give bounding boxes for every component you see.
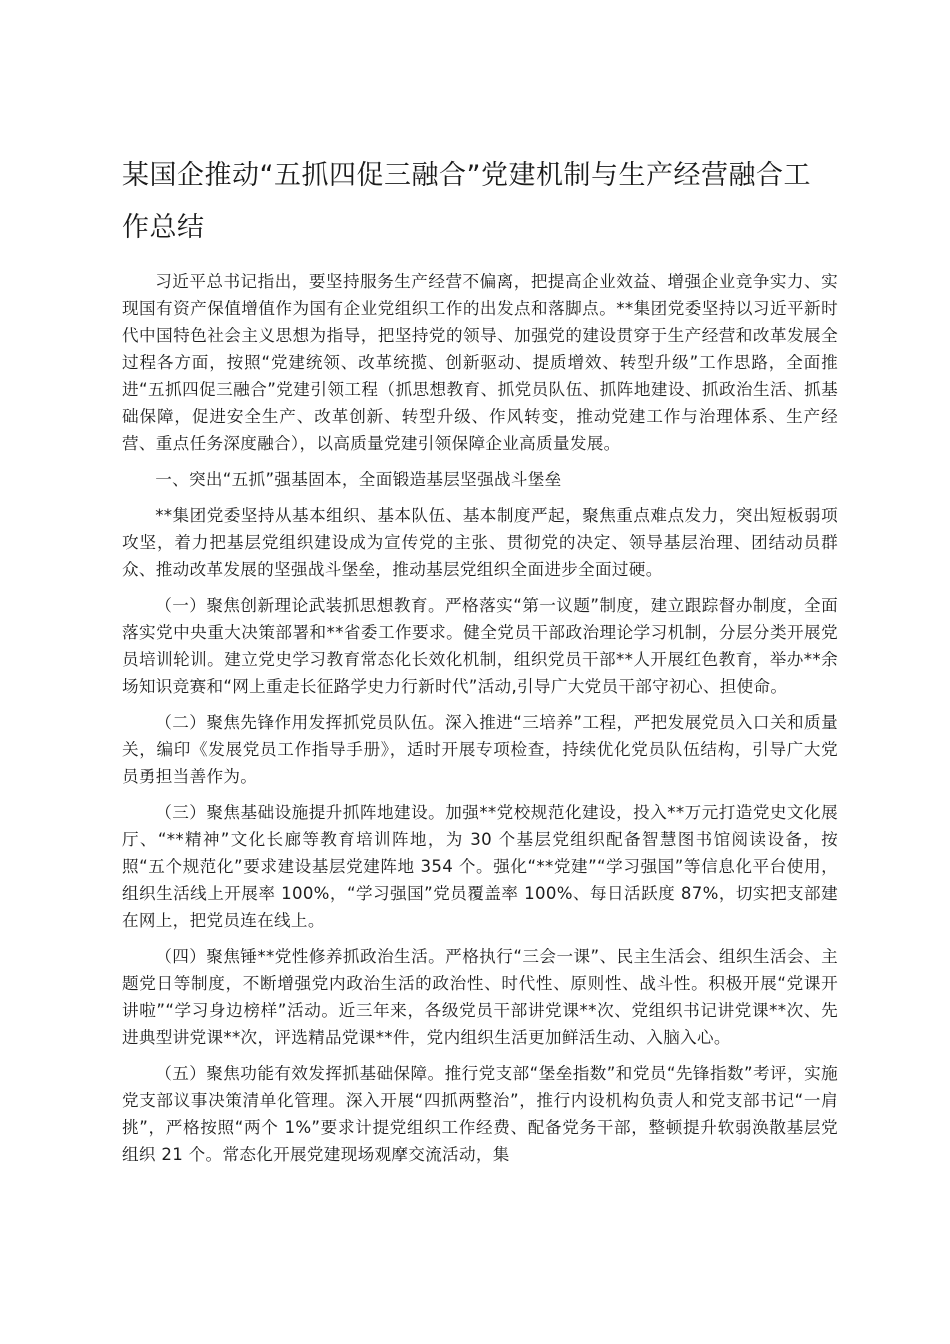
document-page bbox=[122, 150, 838, 1177]
subsection-1 bbox=[122, 592, 838, 700]
subsection-heading: （二）聚焦先锋作用发挥抓党员队伍。 bbox=[155, 713, 445, 732]
subsection-3 bbox=[122, 799, 838, 934]
section-heading: 一、突出“五抓”强基固本，全面锻造基层坚强战斗堡垒 bbox=[155, 470, 562, 489]
subsection-4 bbox=[122, 943, 838, 1051]
subsection-heading: （五）聚焦功能有效发挥抓基础保障。 bbox=[155, 1064, 445, 1083]
subsection-heading: （三）聚焦基础设施提升抓阵地建设。 bbox=[155, 803, 446, 822]
section-intro-paragraph: **集团党委坚持从基本组织、基本队伍、基本制度严起，聚焦重点难点发力，突出短板弱项攻坚，着力把基层党组织建设成为宣传党的主张、贯彻党的决定、领导基层治理、团结动员群众、推动改革发展的坚强战斗堡垒，推动基层党组织全面进步全面过硬。 bbox=[122, 506, 838, 579]
subsection-heading: （一）聚焦创新理论武装抓思想教育。 bbox=[155, 596, 445, 615]
subsection-body: 深入推进“三培养”工程，严把发展党员入口关和质量关，编印《发展党员工作指导手册》，适时开展专项检查，持续优化党员队伍结构，引导广大党员勇担当善作为。 bbox=[122, 713, 838, 786]
subsection-body: 推行党支部“堡垒指数”和党员“先锋指数”考评，实施党支部议事决策清单化管理。深入开展“四抓两整治”，推行内设机构负责人和党支部书记“一肩挑”，严格按照“两个 1%”要求计提党组织工作经费、配备党务干部，整顿提升软弱涣散基层党组织 21 个。常态化开展党建现场观摩交流活动，集 bbox=[122, 1064, 838, 1164]
subsection-2 bbox=[122, 709, 838, 790]
intro-paragraph: 习近平总书记指出，要坚持服务生产经营不偏离，把提高企业效益、增强企业竞争实力、实现国有资产保值增值作为国有企业党组织工作的出发点和落脚点。**集团党委坚持以习近平新时代中国特色社会主义思想为指导，把坚持党的领导、加强党的建设贯穿于生产经营和改革发展全过程各方面，按照“党建统领、改革统揽、创新驱动、提质增效、转型升级”工作思路，全面推进“五抓四促三融合”党建引领工程（抓思想教育、抓党员队伍、抓阵地建设、抓政治生活、抓基础保障，促进安全生产、改革创新、转型升级、作风转变，推动党建工作与治理体系、生产经营、重点任务深度融合），以高质量党建引领保障企业高质量发展。 bbox=[122, 272, 838, 453]
document-title: 某国企推动“五抓四促三融合”党建机制与生产经营融合工作总结 bbox=[122, 160, 811, 243]
subsection-5 bbox=[122, 1060, 838, 1168]
subsection-heading: （四）聚焦锤**党性修养抓政治生活。 bbox=[155, 947, 446, 966]
subsection-body: 严格执行“三会一课”、民主生活会、组织生活会、主题党日等制度，不断增强党内政治生活的政治性、时代性、原则性、战斗性。积极开展“党课开讲啦”“学习身边榜样”活动。近三年来，各级党员干部讲党课**次、党组织书记讲党课**次、先进典型讲党课**次，评选精品党课**件，党内组织生活更加鲜活生动、入脑入心。 bbox=[122, 947, 838, 1047]
subsection-body: 加强**党校规范化建设，投入**万元打造党史文化展厅、“**精神”文化长廊等教育培训阵地，为 30 个基层党组织配备智慧图书馆阅读设备，按照“五个规范化”要求建设基层党建阵地 354 个。强化“**党建”“学习强国”等信息化平台使用，组织生活线上开展率 100%，“学习强国”党员覆盖率 100%、每日活跃度 87%，切实把支部建在网上，把党员连在线上。 bbox=[122, 803, 838, 930]
subsection-body: 严格落实“第一议题”制度，建立跟踪督办制度，全面落实党中央重大决策部署和**省委工作要求。健全党员干部政治理论学习机制，分层分类开展党员培训轮训。建立党史学习教育常态化长效化机制，组织党员干部**人开展红色教育，举办**余场知识竞赛和“网上重走长征路学史力行新时代”活动,引导广大党员干部守初心、担使命。 bbox=[122, 596, 838, 696]
